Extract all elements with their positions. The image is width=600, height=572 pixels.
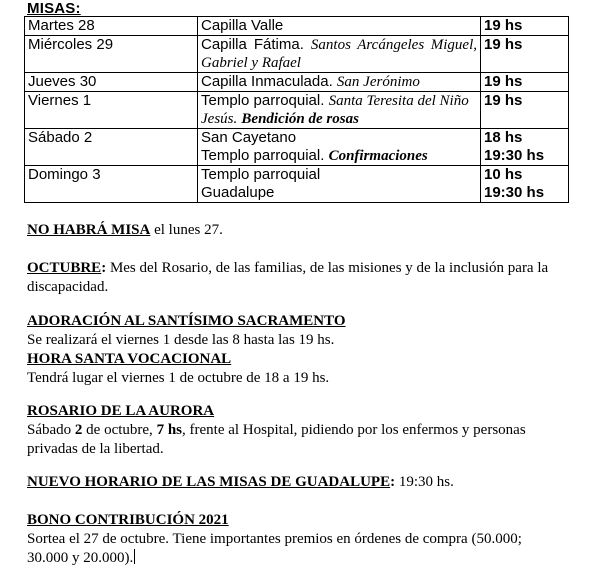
hora-santa-heading: HORA SANTA VOCACIONAL: [27, 351, 232, 367]
day-cell: Jueves 30: [25, 73, 198, 92]
hora-santa-text: Tendrá lugar el viernes 1 de octubre de 18 a 19 hs.: [27, 370, 330, 386]
day-cell: Martes 28: [25, 17, 198, 36]
table-row: [25, 17, 569, 36]
place-line: Guadalupe: [201, 184, 275, 201]
nuevo-horario-colon: :: [390, 474, 396, 490]
no-misa-heading: NO HABRÁ MISA: [27, 222, 151, 238]
rosario-text: , frente al Hospital, pidiendo por los enfermos y personas privadas de la libertad.: [27, 422, 526, 457]
octubre-colon: :: [101, 260, 107, 276]
day-cell: Miércoles 29: [25, 36, 198, 73]
text-cursor: [134, 549, 135, 564]
place-text: Capilla Inmaculada.: [201, 73, 333, 90]
rosario-time: 7 hs: [156, 422, 182, 438]
place-text: Capilla Fátima.: [201, 36, 304, 53]
place-cell: [198, 17, 481, 36]
schedule-table: [24, 16, 569, 203]
time-cell: [481, 166, 569, 203]
place-line: San Cayetano: [201, 129, 297, 146]
table-row: [25, 166, 569, 203]
rosario-notice: [27, 402, 557, 459]
time-line: 19:30 hs: [484, 184, 545, 201]
rosario-text: de octubre,: [82, 422, 157, 438]
octubre-text: Mes del Rosario, de las familias, de las misiones y de la inclusión para la discapacidad.: [27, 260, 549, 295]
nuevo-horario-notice: [27, 473, 557, 492]
adoracion-heading: ADORACIÓN AL SANTÍSIMO SACRAMENTO: [27, 313, 346, 329]
time-cell: [481, 129, 569, 166]
nuevo-horario-heading: NUEVO HORARIO DE LAS MISAS DE GUADALUPE: [27, 474, 391, 490]
place-cell: [198, 166, 481, 203]
saint-text: San Jerónimo: [336, 74, 420, 90]
place-cell: [198, 36, 481, 73]
nuevo-horario-text: 19:30 hs.: [395, 474, 454, 490]
day-cell: Viernes 1: [25, 92, 198, 129]
octubre-notice: [27, 259, 557, 297]
place-text: Templo parroquial.: [201, 92, 325, 109]
table-row: [25, 92, 569, 129]
place-line: Templo parroquial: [201, 166, 321, 183]
time-line: 10 hs: [484, 166, 523, 183]
table-row: [25, 73, 569, 92]
saint-text: Santos Arcángeles Miguel, Gabriel y Rafael: [201, 37, 477, 71]
rosario-text: Sábado: [27, 422, 75, 438]
time-cell: 19 hs: [481, 92, 569, 129]
table-row: [25, 36, 569, 73]
misas-title: MISAS:: [27, 0, 81, 17]
no-misa-notice: [27, 221, 557, 240]
adoracion-notice: [27, 312, 557, 388]
day-cell: Sábado 2: [25, 129, 198, 166]
blessing-text: Bendición de rosas: [241, 111, 359, 127]
saint-text: Santa Teresita del Niño Jesús.: [201, 93, 469, 127]
table-row: [25, 129, 569, 166]
place-line: Templo parroquial.: [201, 147, 325, 164]
rosario-day: 2: [74, 422, 83, 438]
time-cell: 19 hs: [481, 17, 569, 36]
bono-heading: BONO CONTRIBUCIÓN 2021: [27, 512, 229, 528]
place-text: Capilla Valle: [201, 17, 284, 34]
time-cell: 19 hs: [481, 36, 569, 73]
bono-text: Sortea el 27 de octubre. Tiene importantes premios en órdenes de compra (50.000; 30.000 y 20.000).: [27, 531, 522, 566]
adoracion-text: Se realizará el viernes 1 desde las 8 hasta las 19 hs.: [27, 332, 335, 348]
day-cell: Domingo 3: [25, 166, 198, 203]
bono-notice: [27, 511, 557, 568]
rosario-heading: ROSARIO DE LA AURORA: [27, 403, 215, 419]
place-cell: [198, 73, 481, 92]
confirmaciones-text: Confirmaciones: [328, 148, 428, 164]
place-cell: [198, 129, 481, 166]
time-line: 19:30 hs: [484, 147, 545, 164]
place-cell: [198, 92, 481, 129]
time-cell: 19 hs: [481, 73, 569, 92]
octubre-heading: OCTUBRE: [27, 260, 102, 276]
no-misa-text: el lunes 27.: [150, 222, 223, 238]
time-line: 18 hs: [484, 129, 523, 146]
